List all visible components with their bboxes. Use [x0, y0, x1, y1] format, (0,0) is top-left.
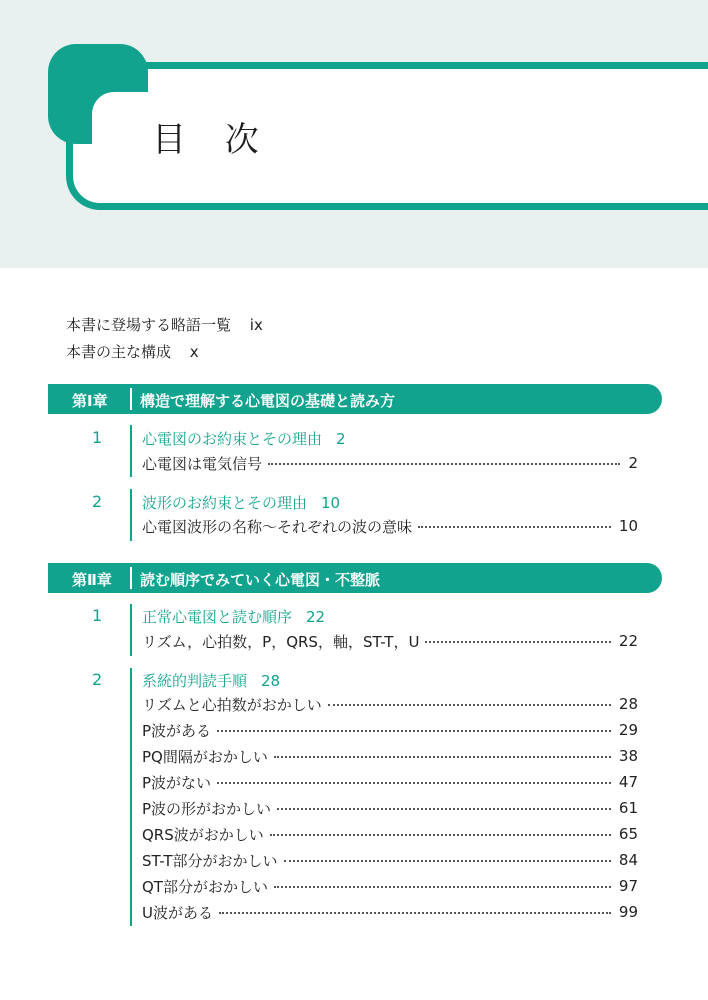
leader-dots [270, 834, 611, 836]
toc-entry-text: QRS波がおかしい [142, 825, 264, 844]
intro-entry-page: ix [249, 316, 263, 334]
section-number: 2 [92, 670, 103, 689]
toc-entry-page: 38 [618, 747, 638, 765]
leader-dots [328, 704, 611, 706]
chapter-title: 構造で理解する心電図の基礎と読み方 [140, 392, 396, 410]
toc-entry-text: QT部分がおかしい [142, 877, 268, 896]
section-number: 2 [92, 492, 103, 511]
toc-entry-text: リズム，心拍数，P，QRS，軸，ST-T，U [142, 632, 420, 651]
toc-entry-page: 2 [628, 454, 638, 472]
leader-dots [268, 463, 620, 465]
toc-entry[interactable] [142, 797, 638, 819]
toc-entry[interactable] [142, 719, 638, 741]
toc-entry[interactable] [142, 745, 638, 767]
toc-entry[interactable] [142, 630, 638, 652]
chapter-title: 読む順序でみていく心電図・不整脈 [140, 571, 381, 589]
section-title-page: 22 [306, 608, 326, 626]
section-title-page: 28 [261, 672, 281, 690]
toc-entry-text: P波がある [142, 721, 212, 740]
toc-entry[interactable] [142, 875, 638, 897]
page-title: 目 次 [152, 120, 273, 160]
leader-dots [284, 860, 611, 862]
section-title-page: 10 [321, 494, 341, 512]
toc-entry-text: ST-T部分がおかしい [142, 851, 278, 870]
section-number: 1 [92, 428, 103, 447]
toc-entry[interactable] [142, 823, 638, 845]
leader-dots [274, 886, 611, 888]
toc-entry-text: 心電図波形の名称～それぞれの波の意味 [142, 517, 413, 536]
chapter-separator [130, 388, 132, 410]
section-title-text: 系統的判読手順 [142, 672, 248, 690]
toc-entry[interactable] [142, 771, 638, 793]
toc-entry-page: 97 [618, 877, 638, 895]
toc-entry-text: U波がある [142, 903, 213, 922]
leader-dots [217, 730, 611, 732]
section-rule [130, 604, 132, 656]
chapter-separator [130, 567, 132, 589]
toc-entry[interactable] [142, 693, 638, 715]
toc-entry-text: P波がない [142, 773, 212, 792]
toc-entry-page: 47 [618, 773, 638, 791]
leader-dots [418, 526, 611, 528]
section-title-page: 2 [336, 430, 346, 448]
section-title[interactable] [142, 670, 280, 691]
title-frame-corner-cut [92, 92, 148, 152]
toc-entry-text: リズムと心拍数がおかしい [142, 695, 322, 714]
toc-entry-text: PQ間隔がおかしい [142, 747, 268, 766]
leader-dots [277, 808, 611, 810]
toc-entry-text: 心電図は電気信号 [142, 454, 263, 473]
toc-entry-page: 84 [618, 851, 638, 869]
toc-entry[interactable] [142, 901, 638, 923]
section-title-text: 正常心電図と読む順序 [142, 608, 293, 626]
section-rule [130, 668, 132, 926]
toc-entry-page: 61 [618, 799, 638, 817]
toc-entry-page: 22 [618, 632, 638, 650]
intro-entry-abbreviations[interactable] [66, 314, 263, 335]
chapter-header-1[interactable] [48, 384, 662, 414]
leader-dots [274, 756, 611, 758]
toc-entry-page: 28 [618, 695, 638, 713]
section-title[interactable] [142, 606, 325, 627]
toc-entry-page: 65 [618, 825, 638, 843]
chapter-label: 第Ⅱ章 [72, 571, 112, 589]
leader-dots [219, 912, 611, 914]
section-number: 1 [92, 606, 103, 625]
intro-entry-page: x [189, 343, 199, 361]
section-title[interactable] [142, 492, 340, 513]
section-rule [130, 489, 132, 541]
section-title-text: 心電図のお約束とその理由 [142, 430, 323, 448]
intro-entry-label: 本書に登場する略語一覧 [66, 316, 232, 334]
leader-dots [425, 641, 610, 643]
section-title-text: 波形のお約束とその理由 [142, 494, 308, 512]
chapter-header-2[interactable] [48, 563, 662, 593]
toc-entry-page: 99 [618, 903, 638, 921]
toc-entry-page: 10 [618, 517, 638, 535]
toc-entry-page: 29 [618, 721, 638, 739]
leader-dots [217, 782, 611, 784]
intro-entry-structure[interactable] [66, 341, 199, 362]
toc-entry[interactable] [142, 452, 638, 474]
intro-entry-label: 本書の主な構成 [66, 343, 172, 361]
toc-entry[interactable] [142, 849, 638, 871]
section-title[interactable] [142, 428, 346, 449]
section-rule [130, 425, 132, 477]
toc-entry[interactable] [142, 515, 638, 537]
chapter-label: 第Ⅰ章 [72, 392, 108, 410]
toc-entry-text: P波の形がおかしい [142, 799, 272, 818]
